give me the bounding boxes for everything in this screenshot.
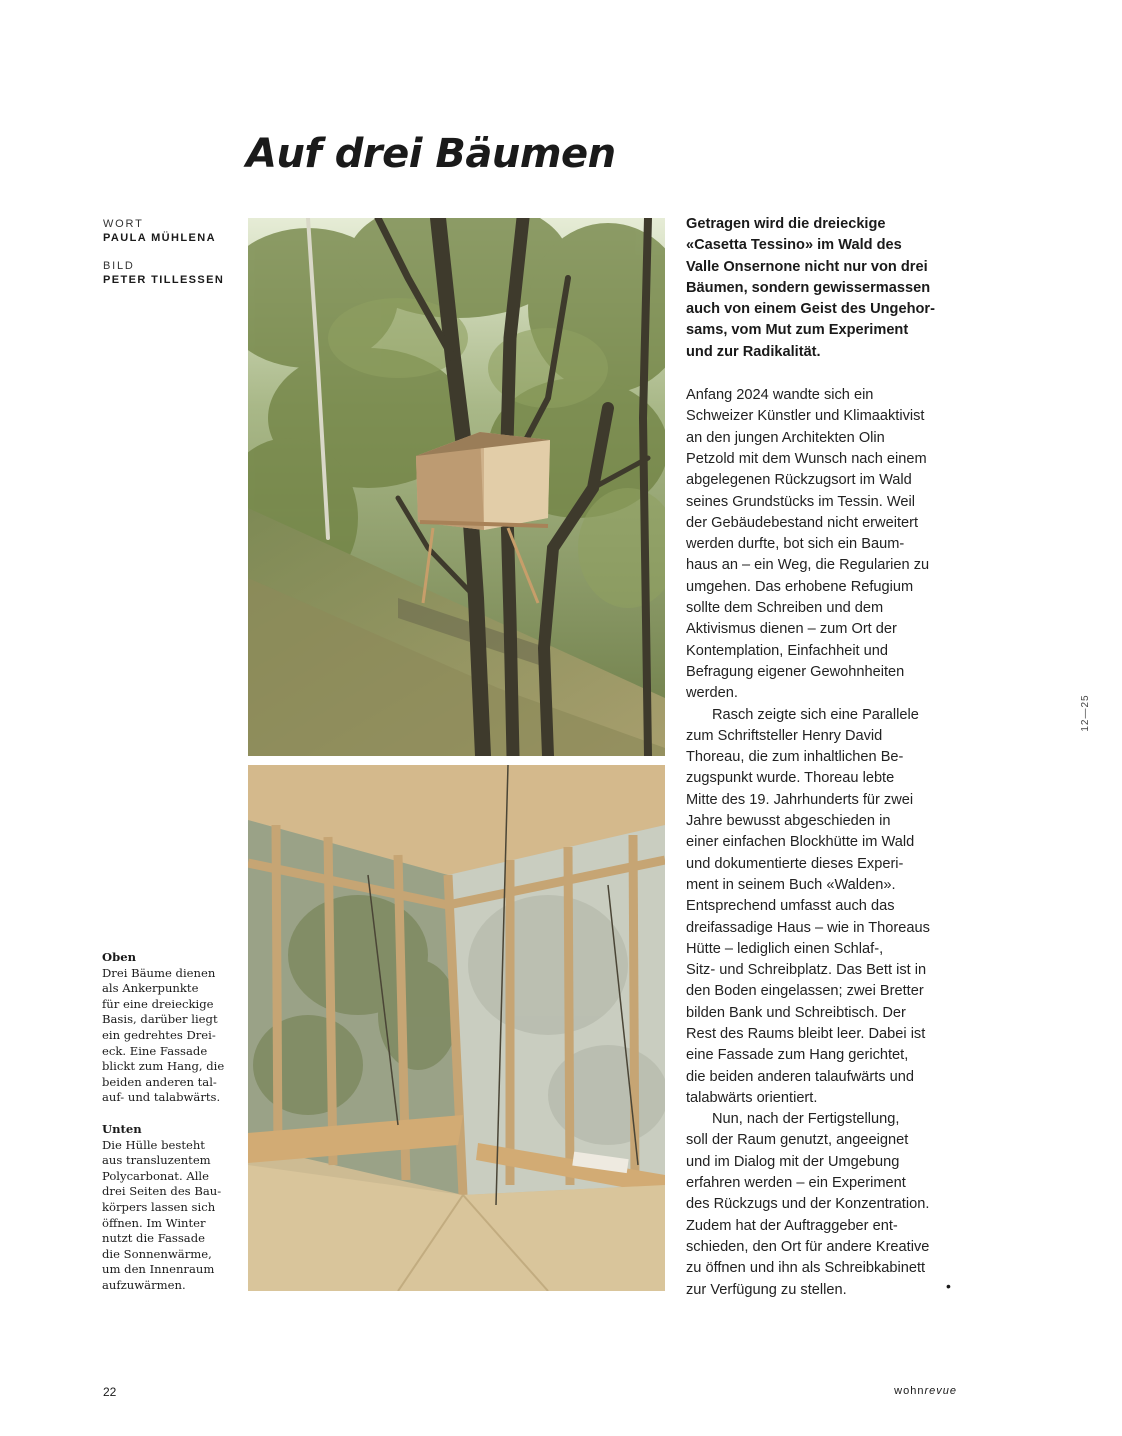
magazine-name [894,1385,957,1397]
body-line: Schweizer Künstler und Klimaaktivist [686,408,925,425]
body-line: Hütte – lediglich einen Schlaf-, [686,940,884,957]
magazine-name-italic: revue [924,1385,957,1397]
caption-line: ein gedrehtes Drei- [102,1027,216,1042]
body-line: werden durfte, bot sich ein Baum- [686,536,905,553]
body-line: sollte dem Schreiben und dem [686,600,884,617]
body-line: ment in seinem Buch «Walden». [686,876,896,893]
cabin-interior-illustration [248,765,665,1291]
issue-number: 12—25 [1080,694,1091,732]
body-line: Aktivismus dienen – zum Ort der [686,621,897,638]
body-line: Thoreau, die zum inhaltlichen Be- [686,749,904,766]
caption-line: Basis, darüber liegt [102,1012,218,1027]
page-number: 22 [103,1385,117,1399]
body-line: und im Dialog mit der Umgebung [686,1153,900,1170]
caption-line: körpers lassen sich [102,1199,216,1214]
caption-line: Drei Bäume dienen [102,965,216,980]
lead-line: «Casetta Tessino» im Wald des [686,237,902,254]
body-line: Entsprechend umfasst auch das [686,898,895,915]
caption-line: für eine dreieckige [102,996,214,1011]
lead-paragraph [686,214,961,363]
credit-text-role: WORT [103,218,144,230]
caption-line: aus transluzentem [102,1153,211,1168]
lead-line: Bäumen, sondern gewissermassen [686,279,931,296]
lead-line: Getragen wird die dreieckige [686,216,886,232]
body-line: eine Fassade zum Hang gerichtet, [686,1047,909,1064]
body-line: der Gebäudebestand nicht erweitert [686,514,919,531]
caption-line: beiden anderen tal- [102,1074,217,1089]
body-line: bilden Bank und Schreibtisch. Der [686,1004,906,1021]
body-line: Rest des Raums bleibt leer. Dabei ist [686,1025,926,1042]
lead-line: auch von einem Geist des Ungehor- [686,301,935,318]
caption-line: die Sonnenwärme, [102,1246,212,1261]
caption-line: aufzuwärmen. [102,1277,186,1292]
body-line: den Boden eingelassen; zwei Bretter [686,983,924,1000]
body-line: an den jungen Architekten Olin [686,429,885,446]
body-line: und dokumentierte dieses Experi- [686,855,904,872]
article-text-column [686,214,961,1301]
photo-captions [102,950,232,1293]
body-line: seines Grundstücks im Tessin. Weil [686,493,915,510]
body-line: zur Verfügung zu stellen. [686,1281,847,1298]
caption-line: um den Innenraum [102,1262,215,1277]
lead-line: und zur Radikalität. [686,343,821,360]
body-text [686,385,961,1301]
credit-image-role: BILD [103,260,135,272]
body-line: Petzold mit dem Wunsch nach einem [686,450,927,467]
magazine-name-plain: wohn [894,1385,925,1397]
caption-line: auf- und talabwärts. [102,1090,221,1105]
body-line: Kontemplation, Einfachheit und [686,642,889,659]
caption-line: drei Seiten des Bau- [102,1184,222,1199]
body-line: Nun, nach der Fertigstellung, [712,1111,900,1128]
body-line: zugspunkt wurde. Thoreau lebte [686,770,895,787]
treehouse-forest-illustration [248,218,665,756]
body-line: Zudem hat der Auftraggeber ent- [686,1217,898,1234]
body-line: Mitte des 19. Jahrhunderts für zwei [686,791,914,808]
body-line: Befragung eigener Gewohnheiten [686,663,905,680]
body-line: Rasch zeigte sich eine Parallele [712,706,919,723]
caption-line: Polycarbonat. Alle [102,1168,209,1183]
article-title: Auf drei Bäumen [246,131,616,177]
caption-line: eck. Eine Fassade [102,1043,208,1058]
caption-line: blickt zum Hang, die [102,1059,225,1074]
credits [103,217,243,287]
caption-line: als Ankerpunkte [102,981,199,996]
body-line: soll der Raum genutzt, angeeignet [686,1132,909,1149]
caption-line: nutzt die Fassade [102,1231,205,1246]
end-mark-bullet: • [946,1278,951,1294]
body-line: haus an – ein Weg, die Regularien zu [686,557,930,574]
lead-line: sams, vom Mut zum Experiment [686,322,909,339]
body-line: die beiden anderen talaufwärts und [686,1068,914,1085]
body-line: dreifassadige Haus – wie in Thoreaus [686,919,930,936]
caption-bottom-heading: Unten [102,1121,142,1136]
credit-text-name: PAULA MÜHLENA [103,232,216,244]
body-line: abgelegenen Rückzugsort im Wald [686,472,912,489]
body-line: erfahren werden – ein Experiment [686,1175,906,1192]
caption-top-heading: Oben [102,950,137,964]
caption-line: öffnen. Im Winter [102,1215,206,1230]
body-line: einer einfachen Blockhütte im Wald [686,834,915,851]
lead-line: Valle Onsernone nicht nur von drei [686,258,928,275]
body-line: umgehen. Das erhobene Refugium [686,578,914,595]
body-line: talabwärts orientiert. [686,1089,818,1106]
body-line: Anfang 2024 wandte sich ein [686,387,874,404]
body-line: Sitz- und Schreibplatz. Das Bett ist in [686,962,927,979]
body-line: schieden, den Ort für andere Kreative [686,1238,930,1255]
body-line: werden. [686,685,738,702]
caption-line: Die Hülle besteht [102,1137,205,1152]
body-line: des Rückzugs und der Konzentration. [686,1196,930,1213]
body-line: zu öffnen und ihn als Schreibkabinett [686,1260,926,1277]
body-line: zum Schriftsteller Henry David [686,727,883,744]
body-line: Jahre bewusst abgeschieden in [686,813,891,830]
cabin-interior-photo [248,765,665,1291]
credit-image-name: PETER TILLESSEN [103,274,225,286]
treehouse-forest-photo [248,218,665,756]
